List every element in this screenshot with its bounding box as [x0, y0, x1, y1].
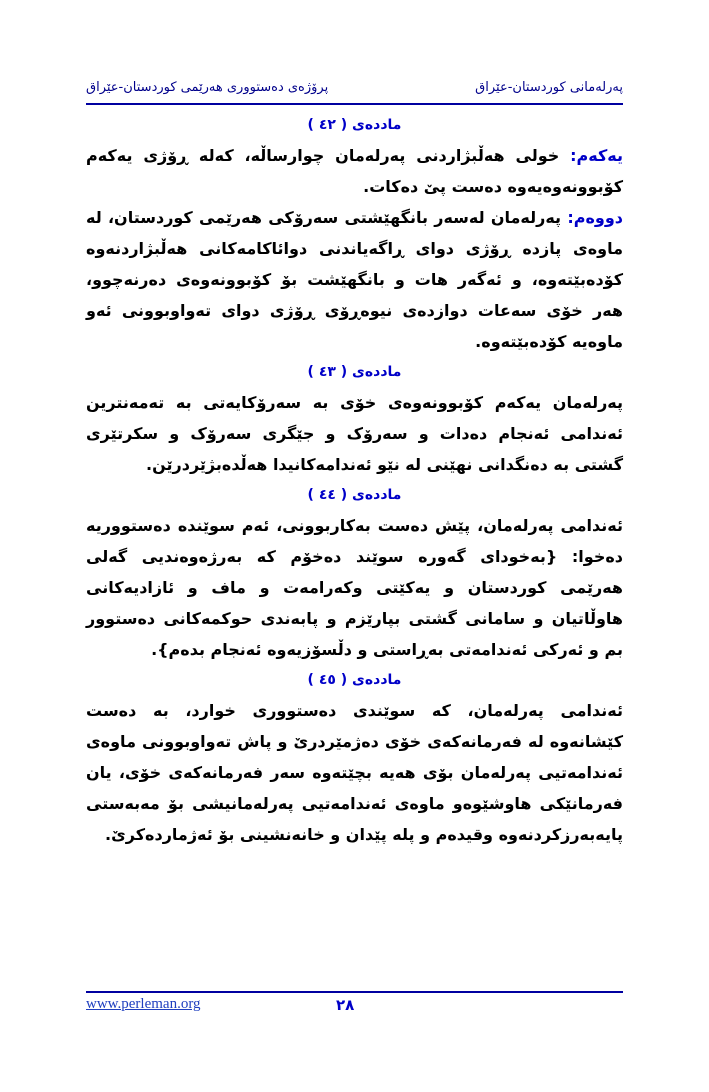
- footer-divider: [86, 991, 623, 993]
- page-header: [86, 80, 623, 104]
- article-paragraph: [86, 695, 623, 850]
- paragraph-lead: دووەم:: [567, 208, 623, 227]
- article-43: [86, 357, 623, 480]
- paragraph-text: خولی هەڵبژاردنی پەرلەمان چوارساڵە، کەلە ڕۆژی یەکەم کۆبوونەوەیەوە دەست پێ دەکات.: [86, 146, 623, 196]
- article-paragraph: [86, 387, 623, 480]
- article-heading: ماددەی ( ٤٥ ): [307, 672, 402, 688]
- page-number: ٢٨: [336, 996, 355, 1014]
- header-divider: [86, 103, 623, 105]
- article-45: [86, 665, 623, 850]
- header-constitution-title: پرۆژەی دەستووری هەرێمی کوردستان-عێراق: [86, 80, 329, 95]
- article-heading: ماددەی ( ٤٢ ): [307, 117, 402, 133]
- article-44: [86, 480, 623, 665]
- article-heading: ماددەی ( ٤٣ ): [307, 364, 402, 380]
- paragraph-text: ئەندامی پەرلەمان، پێش دەست بەکاربوونی، ئەم سوێندە دەستووریە دەخوا: {بەخودای گەورە سوێند دەخۆم کە بەرژەوەندیی گەلی هەرێمی کوردستان و یەکێتی وکەرامەت و ماف و ئازادیەکانی هاوڵاتیان و سامانی گشتی بپارێزم و پابەندی حوکمەکانی دەستوور بم و ئەرکی ئەندامەتی بەڕاستی و دڵسۆزیەوە ئەنجام بدەم}.: [86, 516, 623, 659]
- article-paragraph: [86, 140, 623, 202]
- header-parliament-title: پەرلەمانی کوردستان-عێراق: [475, 80, 623, 95]
- document-body: [86, 110, 623, 850]
- article-42: [86, 110, 623, 357]
- paragraph-text: ئەندامی پەرلەمان، کە سوێندی دەستووری خوارد، بە دەست کێشانەوە لە فەرمانەکەی خۆی دەژمێردرێ و پاش تەواوبوونی ماوەی ئەندامەتیی پەرلەمان بۆی هەیە بچێتەوە سەر فەرمانەکەی خۆی، یان فەرمانێکی هاوشێوەو ماوەی ئەندامەتیی پەرلەمانیشی بۆ مەبەستی پایەبەرزکردنەوە وقیدەم و پلە پێدان و خانەنشینی بۆ ئەژماردەکرێ.: [86, 701, 623, 844]
- paragraph-lead: یەکەم:: [570, 146, 623, 165]
- paragraph-text: پەرلەمان یەکەم کۆبوونەوەی خۆی بە سەرۆکایەتی بە تەمەنترین ئەندامی ئەنجام دەدات و سەرۆک و جێگری سەرۆک و سکرتێری گشتی بە دەنگدانی نهێنی لە نێو ئەندامەکانیدا هەڵدەبژێردرێن.: [86, 393, 623, 474]
- article-paragraph: [86, 202, 623, 357]
- article-heading: ماددەی ( ٤٤ ): [307, 487, 402, 503]
- website-link[interactable]: www.perleman.org: [86, 996, 201, 1012]
- paragraph-text: پەرلەمان لەسەر بانگهێشتی سەرۆکی هەرێمی کوردستان، لە ماوەی پازدە ڕۆژی دوای ڕاگەیاندنی دوائاکامەکانی هەڵبژاردنەوە کۆدەبێتەوە، و ئەگەر هات و بانگهێشت بۆ کۆبوونەوەی دەرنەچوو، هەر خۆی سەعات دوازدەی نیوەڕۆی ڕۆژی دوای تەواوبوونی ئەو ماوەیە کۆدەبێتەوە.: [86, 208, 623, 351]
- article-paragraph: [86, 510, 623, 665]
